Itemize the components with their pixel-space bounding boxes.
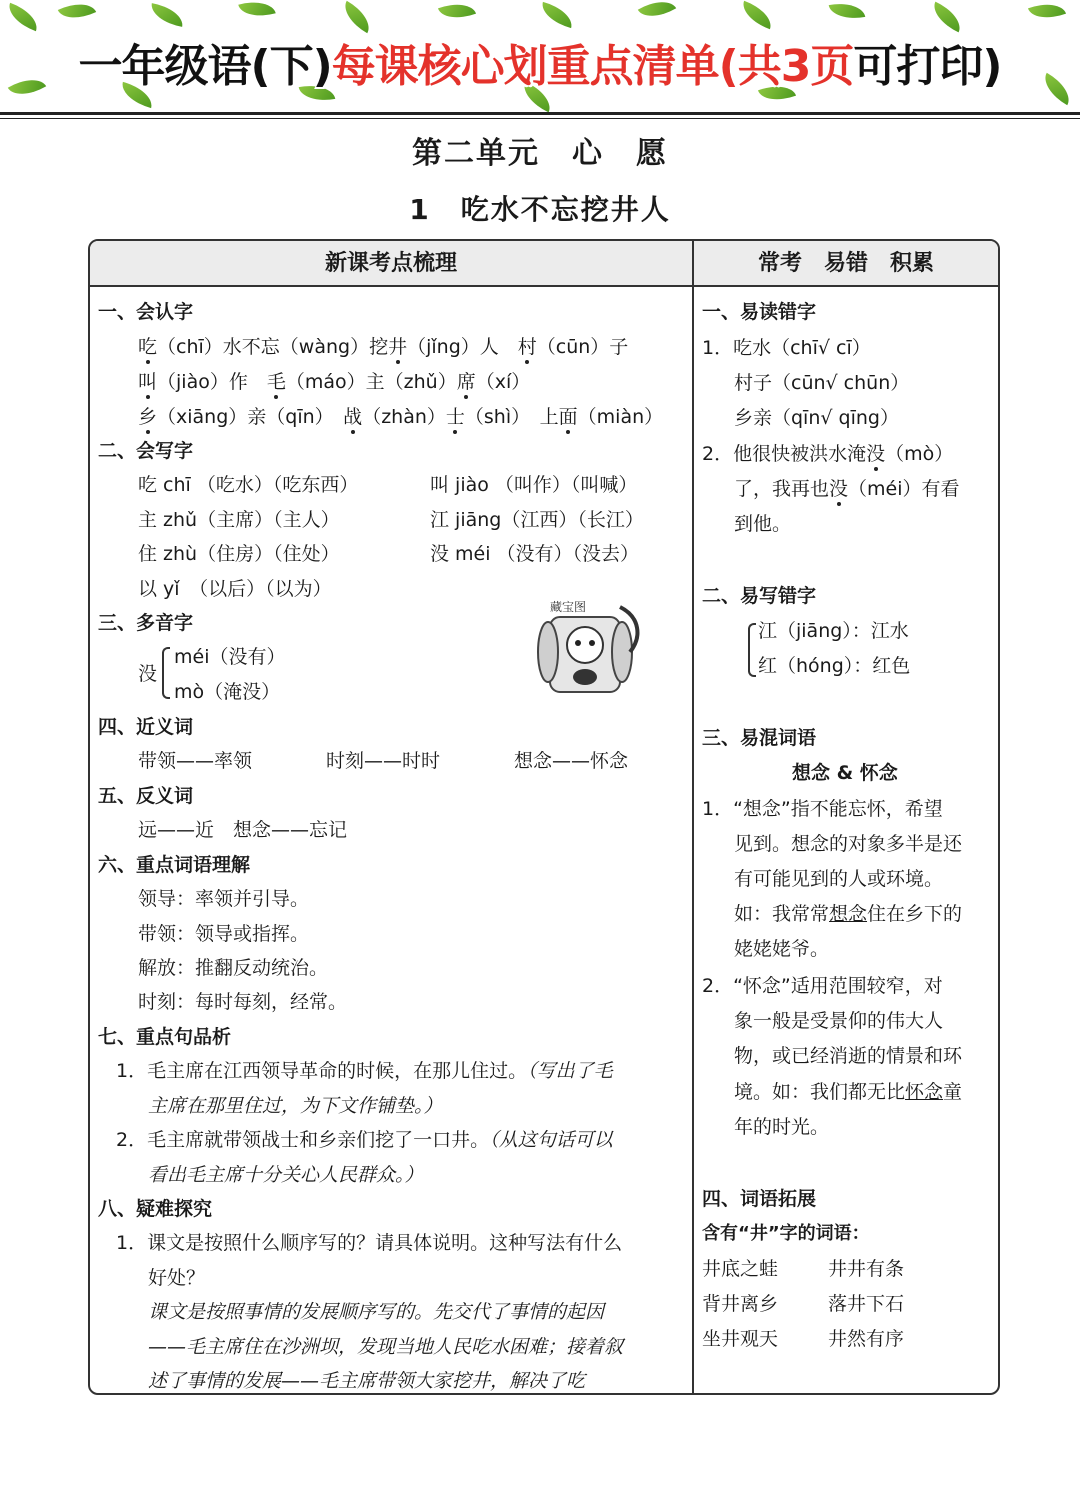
text: 如：我常常	[734, 903, 830, 925]
explanation-line	[734, 1077, 962, 1104]
mascot-label: 藏宝图	[550, 600, 587, 614]
polyphone-char: 没	[138, 663, 158, 685]
answer-text: 述了事情的发展——毛主席带领大家挖井，解决了吃	[148, 1370, 586, 1392]
leaf-icon	[928, 2, 966, 33]
section-heading: 一、易读错字	[702, 301, 817, 323]
banner-title-part: 一年级语(下)	[78, 41, 332, 92]
header-banner	[0, 0, 1080, 112]
sentence-note: （写出了毛	[527, 1060, 613, 1082]
underlined-word: 怀念	[905, 1081, 944, 1103]
char: 吃	[138, 336, 158, 358]
treasure-map-mascot-icon	[520, 597, 650, 707]
content-table	[88, 239, 1000, 1395]
leaf-icon	[238, 0, 276, 22]
explanation-line: 物，或已经消逝的情景和环	[734, 1045, 963, 1067]
sentence-text: 1．毛主席在江西领导革命的时候，在那儿住过。	[116, 1060, 528, 1082]
leaf-icon	[338, 1, 376, 34]
antonym-pairs: 远——近 想念——忘记	[138, 819, 348, 841]
explanation-line: 有可能见到的人或环境。	[734, 868, 944, 890]
brace	[162, 647, 170, 699]
section-heading: 八、疑难探究	[98, 1198, 213, 1220]
text: 境。如：我们都无比	[734, 1081, 906, 1103]
char: 村	[517, 336, 537, 358]
section-heading: 二、易写错字	[702, 585, 817, 607]
word-definition: 解放：推翻反动统治。	[138, 957, 329, 979]
section-heading: 七、重点句品析	[98, 1026, 232, 1048]
explanation-line: 年的时光。	[734, 1116, 830, 1138]
underlined-word: 想念	[829, 903, 868, 925]
write-char-item: 没 méi （没有）（没去）	[430, 543, 640, 565]
char: 毛	[266, 371, 286, 393]
char: 乡	[138, 406, 158, 428]
section-heading: 三、多音字	[98, 612, 194, 634]
brace	[748, 623, 756, 677]
write-char-item: 住 zhù（住房）（住处）	[138, 543, 340, 565]
explanation-line: 见到。想念的对象多半是还	[734, 833, 963, 855]
lesson-title: 1 吃水不忘挖井人	[409, 193, 671, 226]
explanation-line: 1．“想念”指不能忘怀，希望	[702, 798, 943, 820]
pinyin-text: （zhàn）	[362, 406, 446, 428]
explanation-line: 2．“怀念”适用范围较窄，对	[702, 975, 943, 997]
text: 住在乡下的	[867, 903, 963, 925]
answer-text: 课文是按照事情的发展顺序写的。先交代了事情的起因	[148, 1301, 605, 1323]
write-char-item: 主 zhǔ（主席）（主人）	[138, 509, 340, 531]
divider	[0, 118, 1080, 119]
idiom: 坐井观天	[702, 1328, 779, 1350]
char: 井	[388, 336, 408, 358]
leaf-icon	[438, 0, 476, 25]
section-heading: 三、易混词语	[702, 727, 817, 749]
divider	[0, 112, 1080, 115]
pinyin-text: （shì） 上	[464, 406, 559, 428]
idiom: 背井离乡	[702, 1293, 779, 1315]
pinyin-text: （cūn）子	[536, 336, 629, 358]
pinyin-text: （xiāng）亲（qīn）	[157, 406, 344, 428]
pinyin-text: （jǐng）人	[407, 336, 518, 358]
misread-item: 村子（cūn√ chūn）	[734, 372, 910, 394]
word-definition: 领导：率领并引导。	[138, 888, 310, 910]
unit-title: 第二单元 心 愿	[412, 136, 668, 171]
recognize-chars-row-2	[138, 367, 530, 394]
leaf-icon	[4, 3, 42, 32]
leaf-icon	[829, 0, 866, 23]
word-definition: 时刻：每时每刻，经常。	[138, 991, 348, 1013]
write-char-item: 以 yǐ （以后）（以为）	[138, 578, 332, 600]
char: 没	[829, 478, 849, 500]
sentence-note: 主席在那里住过，为下文作铺垫。）	[148, 1095, 443, 1117]
leaf-icon	[149, 3, 186, 27]
polyphone-reading: mò（淹没）	[174, 681, 281, 703]
leaf-icon	[58, 0, 96, 26]
pinyin-text: （máo）主（zhǔ）	[285, 371, 457, 393]
idiom: 落井下石	[828, 1293, 905, 1315]
explanation-line	[734, 899, 962, 926]
key-sentence	[116, 1125, 613, 1152]
section-heading: 一、会认字	[98, 301, 194, 323]
char: 叫	[138, 371, 158, 393]
char: 没	[866, 443, 886, 465]
section-heading: 四、词语拓展	[702, 1188, 817, 1210]
miswritten-item: 江（jiāng）：江水	[758, 620, 909, 642]
pinyin-text: （chī）水不忘（wàng）挖	[157, 336, 389, 358]
question-text: 1．课文是按照什么顺序写的？请具体说明。这种写法有什么	[116, 1232, 623, 1254]
pinyin-text: （xí）	[475, 371, 531, 393]
leaf-icon	[738, 1, 776, 30]
miswritten-item: 红（hóng）：红色	[758, 655, 911, 677]
text: 了，我再也	[734, 478, 830, 500]
confusable-title: 想念 & 怀念	[792, 762, 898, 784]
misread-item: 乡亲（qīn√ qīng）	[734, 407, 899, 429]
banner-title-part: 每课核心划重点清单(	[331, 41, 738, 92]
leaf-icon	[638, 0, 676, 25]
idiom: 井然有序	[828, 1328, 905, 1350]
word-definition: 带领：领导或指挥。	[138, 923, 310, 945]
text: 童	[943, 1081, 963, 1103]
char: 席	[456, 371, 476, 393]
section-heading: 五、反义词	[98, 785, 194, 807]
misread-item	[734, 474, 960, 501]
section-heading: 二、会写字	[98, 440, 194, 462]
banner-title-part: 共3页	[737, 41, 854, 92]
char: 面	[558, 406, 578, 428]
banner-title-part: 可打印)	[853, 41, 1002, 92]
explanation-line: 象一般是受景仰的伟大人	[734, 1010, 944, 1032]
expansion-title: 含有“井”字的词语：	[702, 1223, 870, 1244]
char: 战	[343, 406, 363, 428]
sentence-text: 2．毛主席就带领战士和乡亲们挖了一口井。	[116, 1129, 490, 1151]
section-heading: 四、近义词	[98, 716, 194, 738]
leaf-icon	[538, 2, 576, 28]
pinyin-text: （miàn）	[577, 406, 664, 428]
column-divider	[692, 285, 694, 1395]
write-char-item: 吃 chī （吃水）（吃东西）	[138, 474, 359, 496]
text: （mò）	[885, 443, 954, 465]
recognize-chars-row-3	[138, 402, 663, 429]
leaf-icon	[1028, 0, 1066, 25]
misread-item	[702, 439, 953, 466]
char: 士	[445, 406, 465, 428]
section-heading: 六、重点词语理解	[98, 854, 251, 876]
synonym-pair: 时刻——时时	[326, 750, 441, 772]
misread-item: 1．吃水（chī√ cī）	[702, 337, 871, 359]
right-column-header: 常考 易错 积累	[694, 241, 998, 287]
idiom: 井底之蛙	[702, 1258, 779, 1280]
idiom: 井井有条	[828, 1258, 905, 1280]
sentence-note: （从这句话可以	[489, 1129, 613, 1151]
misread-item: 到他。	[734, 513, 792, 535]
sentence-note: 看出毛主席十分关心人民群众。）	[148, 1164, 424, 1186]
synonym-pair: 想念——怀念	[514, 750, 629, 772]
text: 2．他很快被洪水淹	[702, 443, 867, 465]
banner-title	[0, 30, 1080, 94]
key-sentence	[116, 1056, 613, 1083]
answer-text: ——毛主席住在沙洲坝，发现当地人民吃水困难；接着叙	[148, 1336, 624, 1358]
write-char-item: 江 jiāng（江西）（长江）	[430, 509, 644, 531]
left-column-header: 新课考点梳理	[90, 241, 694, 287]
write-char-item: 叫 jiào （叫作）（叫喊）	[430, 474, 638, 496]
recognize-chars-row-1	[138, 332, 628, 359]
question-text: 好处？	[148, 1267, 206, 1289]
synonym-pair: 带领——率领	[138, 750, 253, 772]
polyphone-reading: méi（没有）	[174, 646, 286, 668]
pinyin-text: （jiào）作	[157, 371, 267, 393]
text: （méi）有看	[848, 478, 960, 500]
explanation-line: 姥姥姥爷。	[734, 938, 830, 960]
